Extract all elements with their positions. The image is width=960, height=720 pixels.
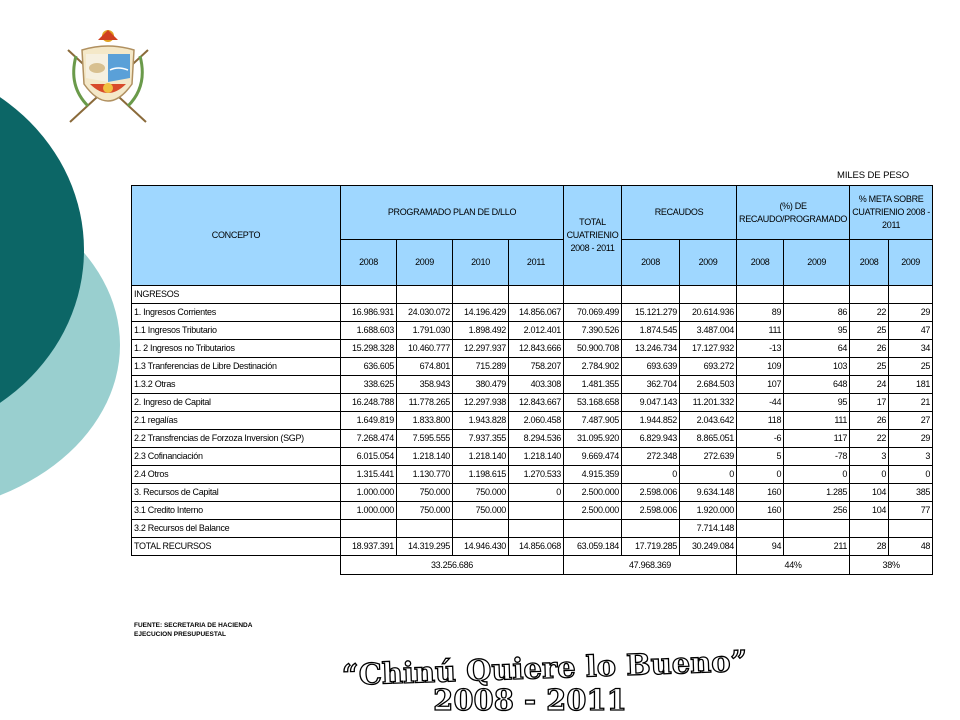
table-cell: 117: [784, 430, 850, 448]
table-cell: [453, 520, 509, 538]
table-row: [132, 376, 933, 394]
table-cell: 338.625: [341, 376, 397, 394]
table-cell: 1.833.800: [397, 412, 453, 430]
table-cell: 14.319.295: [397, 538, 453, 556]
table-cell: 109: [737, 358, 784, 376]
table-cell: 1.481.355: [564, 376, 622, 394]
table-cell: 1.218.140: [453, 448, 509, 466]
table-cell: 2.598.006: [622, 502, 680, 520]
table-cell: -13: [737, 340, 784, 358]
table-cell: [397, 286, 453, 304]
table-cell: 674.801: [397, 358, 453, 376]
table-cell: 9.634.148: [680, 484, 737, 502]
table-cell: [737, 520, 784, 538]
table-cell: 2.598.006: [622, 484, 680, 502]
table-cell: 358.943: [397, 376, 453, 394]
table-cell: 94: [737, 538, 784, 556]
row-label: 2.2 Transfrencias de Forzoza Inversion (SGP): [132, 430, 341, 448]
table-cell: 50.900.708: [564, 340, 622, 358]
table-cell: 12.843.666: [509, 340, 564, 358]
table-cell: 107: [737, 376, 784, 394]
table-cell: 24.030.072: [397, 304, 453, 322]
table-row: [132, 466, 933, 484]
table-cell: 2.012.401: [509, 322, 564, 340]
table-cell: [622, 286, 680, 304]
source-line: FUENTE: SECRETARIA DE HACIENDA: [134, 622, 253, 629]
municipal-coat-of-arms: [62, 26, 154, 126]
table-row: [132, 358, 933, 376]
header-programado: PROGRAMADO PLAN DE D/LLO: [341, 186, 564, 240]
table-cell: 64: [784, 340, 850, 358]
table-cell: 6.829.943: [622, 430, 680, 448]
table-cell: 2.500.000: [564, 484, 622, 502]
table-cell: 77: [889, 502, 933, 520]
table-cell: 26: [850, 412, 889, 430]
table-cell: 18.937.391: [341, 538, 397, 556]
table-cell: 111: [737, 322, 784, 340]
table-cell: 16.986.931: [341, 304, 397, 322]
table-cell: 5: [737, 448, 784, 466]
header-year: 2009: [680, 240, 737, 286]
table-cell: 16.248.788: [341, 394, 397, 412]
table-row: [132, 430, 933, 448]
table-cell: 7.268.474: [341, 430, 397, 448]
slogan: [300, 640, 800, 718]
table-cell: 89: [737, 304, 784, 322]
table-row: [132, 412, 933, 430]
table-row: [132, 394, 933, 412]
table-cell: 0: [889, 466, 933, 484]
table-cell: [680, 286, 737, 304]
summary-row: [132, 556, 933, 575]
table-cell: 160: [737, 502, 784, 520]
row-label: 1.3.2 Otras: [132, 376, 341, 394]
table-cell: [622, 520, 680, 538]
table-cell: 3.487.004: [680, 322, 737, 340]
table-cell: -78: [784, 448, 850, 466]
table-cell: 0: [680, 466, 737, 484]
table-cell: 0: [850, 466, 889, 484]
table-cell: [509, 286, 564, 304]
table-cell: 63.059.184: [564, 538, 622, 556]
table-cell: 0: [622, 466, 680, 484]
table-cell: 0: [784, 466, 850, 484]
table-cell: 47: [889, 322, 933, 340]
table-cell: 12.297.938: [453, 394, 509, 412]
source-note: [134, 621, 252, 639]
table-cell: [341, 520, 397, 538]
table-cell: 7.595.555: [397, 430, 453, 448]
table-cell: 750.000: [453, 484, 509, 502]
table-cell: 2.784.902: [564, 358, 622, 376]
table-row: [132, 322, 933, 340]
table-cell: 53.168.658: [564, 394, 622, 412]
row-label: 2.4 Otros: [132, 466, 341, 484]
table-cell: 1.000.000: [341, 484, 397, 502]
table-cell: 385: [889, 484, 933, 502]
table-cell: 648: [784, 376, 850, 394]
header-year: 2009: [889, 240, 933, 286]
table-cell: 693.639: [622, 358, 680, 376]
slogan-line-2: 2008 - 2011: [433, 683, 627, 717]
table-cell: [564, 520, 622, 538]
table-cell: 1.688.603: [341, 322, 397, 340]
table-cell: 8.865.051: [680, 430, 737, 448]
summary-pct-recaudo: 44%: [737, 556, 850, 575]
table-row: [132, 340, 933, 358]
table-cell: 0: [509, 484, 564, 502]
table-cell: -6: [737, 430, 784, 448]
table-cell: 362.704: [622, 376, 680, 394]
table-cell: 34: [889, 340, 933, 358]
table-cell: 6.015.054: [341, 448, 397, 466]
table-cell: 111: [784, 412, 850, 430]
table-cell: 1.315.441: [341, 466, 397, 484]
table-cell: 272.348: [622, 448, 680, 466]
table-cell: 750.000: [397, 484, 453, 502]
table-cell: 1.198.615: [453, 466, 509, 484]
table-cell: 4.915.359: [564, 466, 622, 484]
table-cell: 3: [889, 448, 933, 466]
table-cell: 7.390.526: [564, 322, 622, 340]
table-cell: 380.479: [453, 376, 509, 394]
header-year: 2010: [453, 240, 509, 286]
table-cell: 181: [889, 376, 933, 394]
table-cell: 1.270.533: [509, 466, 564, 484]
table-cell: 26: [850, 340, 889, 358]
header-year: 2011: [509, 240, 564, 286]
header-total: TOTAL CUATRIENIO 2008 - 2011: [564, 186, 622, 286]
table-cell: 29: [889, 304, 933, 322]
table-cell: 24: [850, 376, 889, 394]
table-cell: 95: [784, 322, 850, 340]
table-cell: 715.289: [453, 358, 509, 376]
table-cell: 12.843.667: [509, 394, 564, 412]
row-label: 3.1 Credito Interno: [132, 502, 341, 520]
table-row: [132, 520, 933, 538]
table-cell: 10.460.777: [397, 340, 453, 358]
table-cell: 17: [850, 394, 889, 412]
table-cell: 70.069.499: [564, 304, 622, 322]
table-cell: [509, 520, 564, 538]
summary-programado-total: 33.256.686: [341, 556, 564, 575]
table-cell: 30.249.084: [680, 538, 737, 556]
table-cell: 118: [737, 412, 784, 430]
table-cell: [564, 286, 622, 304]
table-cell: 1.285: [784, 484, 850, 502]
table-cell: 758.207: [509, 358, 564, 376]
table-cell: 160: [737, 484, 784, 502]
table-cell: 9.669.474: [564, 448, 622, 466]
table-cell: 1.218.140: [397, 448, 453, 466]
summary-pct-meta: 38%: [850, 556, 933, 575]
table-cell: [509, 502, 564, 520]
table-cell: 14.856.067: [509, 304, 564, 322]
table-cell: 3: [850, 448, 889, 466]
table-cell: 103: [784, 358, 850, 376]
table-cell: 95: [784, 394, 850, 412]
table-cell: 17.127.932: [680, 340, 737, 358]
header-year: 2009: [397, 240, 453, 286]
row-label: 2.1 regalías: [132, 412, 341, 430]
table-cell: 1.920.000: [680, 502, 737, 520]
table-cell: 2.500.000: [564, 502, 622, 520]
budget-table-container: [131, 185, 933, 575]
row-label: 2.3 Cofinanciación: [132, 448, 341, 466]
header-year: 2008: [850, 240, 889, 286]
table-cell: 14.946.430: [453, 538, 509, 556]
table-cell: 1.874.545: [622, 322, 680, 340]
row-label: INGRESOS: [132, 286, 341, 304]
table-cell: 8.294.536: [509, 430, 564, 448]
table-cell: 22: [850, 304, 889, 322]
table-cell: [737, 286, 784, 304]
table-cell: 1.791.030: [397, 322, 453, 340]
table-cell: 1.898.492: [453, 322, 509, 340]
table-row: [132, 484, 933, 502]
table-cell: [850, 286, 889, 304]
row-label: 1. 2 Ingresos no Tributarios: [132, 340, 341, 358]
table-row: [132, 502, 933, 520]
table-cell: [784, 520, 850, 538]
table-cell: 1.649.819: [341, 412, 397, 430]
table-cell: 2.060.458: [509, 412, 564, 430]
table-cell: 636.605: [341, 358, 397, 376]
table-cell: 20.614.936: [680, 304, 737, 322]
slogan-line-1: “Chinú Quiere lo Bueno”: [341, 643, 748, 693]
row-label: 1.3 Tranferencias de Libre Destinación: [132, 358, 341, 376]
table-cell: 1.218.140: [509, 448, 564, 466]
table-cell: 211: [784, 538, 850, 556]
row-label: 1. Ingresos Corrientes: [132, 304, 341, 322]
table-cell: 25: [850, 358, 889, 376]
table-cell: 27: [889, 412, 933, 430]
table-cell: 403.308: [509, 376, 564, 394]
table-cell: 7.937.355: [453, 430, 509, 448]
table-cell: 17.719.285: [622, 538, 680, 556]
row-label: 1.1 Ingresos Tributario: [132, 322, 341, 340]
table-row: [132, 448, 933, 466]
table-cell: -44: [737, 394, 784, 412]
table-cell: 0: [737, 466, 784, 484]
header-concept: CONCEPTO: [132, 186, 341, 286]
table-body: [132, 286, 933, 556]
table-cell: 7.487.905: [564, 412, 622, 430]
table-cell: 22: [850, 430, 889, 448]
header-year: 2008: [341, 240, 397, 286]
table-cell: 12.297.937: [453, 340, 509, 358]
table-cell: 2.043.642: [680, 412, 737, 430]
table-cell: [397, 520, 453, 538]
table-cell: 14.856.068: [509, 538, 564, 556]
units-label: MILES DE PESO: [837, 170, 910, 181]
table-row: [132, 304, 933, 322]
table-cell: 1.943.828: [453, 412, 509, 430]
table-cell: 13.246.734: [622, 340, 680, 358]
row-label: TOTAL RECURSOS: [132, 538, 341, 556]
table-cell: 2.684.503: [680, 376, 737, 394]
table-cell: [889, 286, 933, 304]
row-label: 3.2 Recursos del Balance: [132, 520, 341, 538]
table-cell: [784, 286, 850, 304]
table-cell: [889, 520, 933, 538]
table-cell: [341, 286, 397, 304]
table-cell: 1.130.770: [397, 466, 453, 484]
table-cell: 7.714.148: [680, 520, 737, 538]
summary-spacer: [132, 556, 341, 575]
table-cell: [850, 520, 889, 538]
table-cell: 15.121.279: [622, 304, 680, 322]
table-row: [132, 538, 933, 556]
table-cell: 11.201.332: [680, 394, 737, 412]
source-line: EJECUCION PRESUPUESTAL: [134, 631, 226, 638]
header-recaudos: RECAUDOS: [622, 186, 737, 240]
table-cell: 750.000: [453, 502, 509, 520]
table-row: [132, 286, 933, 304]
budget-execution-table: [131, 185, 933, 575]
table-cell: [453, 286, 509, 304]
header-pct-recaudo: (%) DE RECAUDO/PROGRAMADO: [737, 186, 850, 240]
header-year: 2008: [737, 240, 784, 286]
header-pct-meta: % META SOBRE CUATRIENIO 2008 - 2011: [850, 186, 933, 240]
table-cell: 14.196.429: [453, 304, 509, 322]
table-cell: 25: [889, 358, 933, 376]
table-cell: 104: [850, 502, 889, 520]
table-cell: 86: [784, 304, 850, 322]
header-year: 2008: [622, 240, 680, 286]
table-cell: 104: [850, 484, 889, 502]
table-cell: 11.778.265: [397, 394, 453, 412]
table-cell: 1.000.000: [341, 502, 397, 520]
table-cell: 28: [850, 538, 889, 556]
table-cell: 48: [889, 538, 933, 556]
row-label: 2. Ingreso de Capital: [132, 394, 341, 412]
table-cell: 1.944.852: [622, 412, 680, 430]
table-cell: 31.095.920: [564, 430, 622, 448]
table-cell: 9.047.143: [622, 394, 680, 412]
table-cell: 21: [889, 394, 933, 412]
header-year: 2009: [784, 240, 850, 286]
table-cell: 25: [850, 322, 889, 340]
summary-recaudos-total: 47.968.369: [564, 556, 737, 575]
table-cell: 15.298.328: [341, 340, 397, 358]
table-cell: 256: [784, 502, 850, 520]
table-cell: 693.272: [680, 358, 737, 376]
table-cell: 272.639: [680, 448, 737, 466]
table-cell: 29: [889, 430, 933, 448]
table-cell: 750.000: [397, 502, 453, 520]
row-label: 3. Recursos de Capital: [132, 484, 341, 502]
